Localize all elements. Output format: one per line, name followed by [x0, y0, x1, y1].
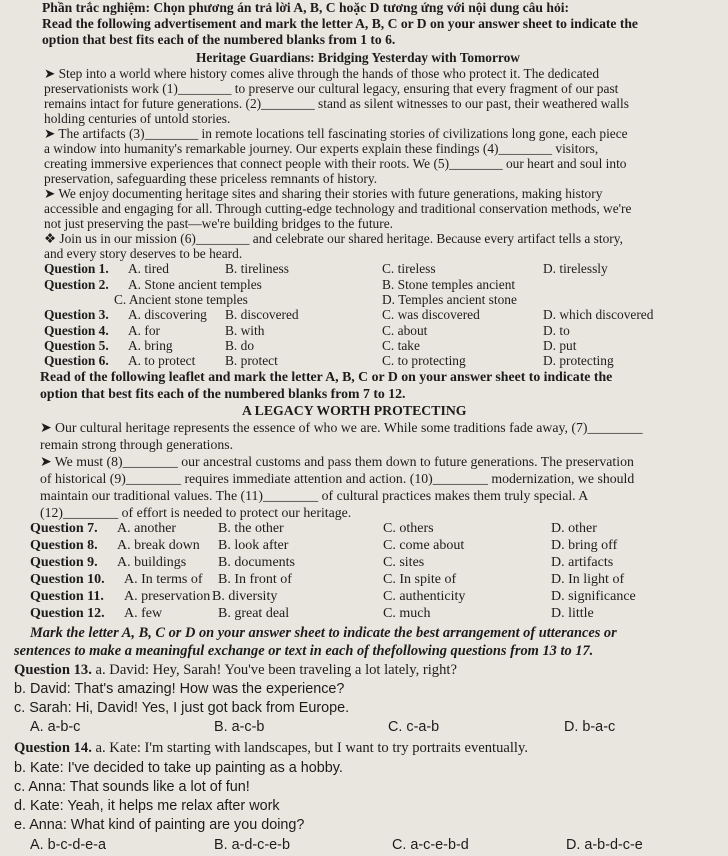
- option-b[interactable]: B. a-c-b: [214, 719, 265, 735]
- option-c[interactable]: C. was discovered: [382, 307, 480, 322]
- option-d[interactable]: D. put: [543, 338, 577, 353]
- option-c[interactable]: C. a-c-e-b-d: [392, 837, 469, 853]
- ad-paragraph-line: accessible and engaging for all. Through cutting-edge technology and traditional conservation methods, we're: [44, 201, 632, 216]
- question-label: Question 14.: [14, 740, 92, 756]
- question-label: Question 11.: [30, 589, 104, 604]
- option-a[interactable]: A. to protect: [128, 353, 196, 368]
- option-c[interactable]: C. about: [382, 323, 428, 338]
- leaflet-line: ➤ Our cultural heritage represents the essence of who we are. While some traditions fade away, (7)________: [40, 420, 643, 435]
- option-d[interactable]: D. artifacts: [551, 555, 614, 570]
- utterance-c: c. Sarah: Hi, David! Yes, I just got back from Europe.: [14, 700, 350, 716]
- option-b[interactable]: B. a-d-c-e-b: [214, 837, 290, 853]
- option-b[interactable]: B. In front of: [218, 572, 292, 587]
- option-d[interactable]: D. which discovered: [543, 307, 654, 322]
- option-c[interactable]: C. much: [383, 606, 431, 621]
- option-d[interactable]: D. Temples ancient stone: [382, 292, 517, 307]
- option-d[interactable]: D. protecting: [543, 353, 614, 368]
- question-label: Question 2.: [44, 277, 109, 292]
- option-c[interactable]: C. authenticity: [383, 589, 466, 604]
- option-d[interactable]: D. other: [551, 521, 597, 536]
- option-b[interactable]: B. diversity: [212, 589, 278, 604]
- leaflet-instruction: option that best fits each of the numbered blanks from 7 to 12.: [40, 386, 406, 401]
- option-d[interactable]: D. little: [551, 606, 594, 621]
- leaflet-line: ➤ We must (8)________ our ancestral customs and pass them down to future generations. The preservation: [40, 454, 634, 469]
- question-label: Question 5.: [44, 338, 109, 353]
- option-a[interactable]: A. a-b-c: [30, 719, 81, 735]
- question-label: Question 13.: [14, 662, 92, 678]
- option-b[interactable]: B. documents: [218, 555, 295, 570]
- option-b[interactable]: B. do: [225, 338, 255, 353]
- question-label: Question 6.: [44, 353, 109, 368]
- option-c[interactable]: C. In spite of: [383, 572, 457, 587]
- ad-paragraph-line: preservationists work (1)________ to preserve our cultural legacy, ensuring that every fragment of our past: [44, 81, 619, 96]
- arrangement-instruction: Mark the letter A, B, C or D on your answer sheet to indicate the best arrangement of utterances or: [30, 625, 617, 641]
- instruction-line: option that best fits each of the numbered blanks from 1 to 6.: [42, 32, 396, 47]
- question-label: Question 12.: [30, 606, 105, 621]
- option-b[interactable]: B. Stone temples ancient: [382, 277, 516, 292]
- option-b[interactable]: B. great deal: [218, 606, 290, 621]
- leaflet-line: remain strong through generations.: [40, 437, 234, 452]
- option-a[interactable]: A. few: [124, 606, 163, 621]
- option-d[interactable]: D. to: [543, 323, 570, 338]
- instruction-line: Read the following advertisement and mark the letter A, B, C or D on your answer sheet to indicate the: [42, 16, 638, 31]
- question-label: Question 10.: [30, 572, 105, 587]
- option-a[interactable]: A. buildings: [117, 555, 187, 570]
- leaflet-title: A LEGACY WORTH PROTECTING: [242, 403, 467, 418]
- ad-paragraph-line: not just preserving the past—we're building bridges to the future.: [44, 216, 394, 231]
- option-a[interactable]: A. preservation: [124, 589, 211, 604]
- ad-paragraph-line: ❖ Join us in our mission (6)________ and celebrate our shared heritage. Because every artifact tells a story,: [44, 231, 623, 246]
- question-label: Question 7.: [30, 521, 98, 536]
- option-b[interactable]: B. discovered: [225, 307, 299, 322]
- ad-paragraph-line: a window into humanity's remarkable journey. Our experts explain these findings (4)________ visitors,: [44, 141, 599, 156]
- option-c[interactable]: C. Ancient stone temples: [114, 292, 248, 307]
- ad-paragraph-line: holding centuries of untold stories.: [44, 111, 231, 126]
- arrangement-instruction: sentences to make a meaningful exchange or text in each of thefollowing questions from 13 to 17.: [14, 643, 594, 659]
- question-14: [14, 739, 528, 757]
- option-d[interactable]: D. b-a-c: [564, 719, 616, 735]
- utterance-e: e. Anna: What kind of painting are you doing?: [14, 817, 305, 833]
- option-c[interactable]: C. take: [382, 338, 420, 353]
- option-c[interactable]: C. others: [383, 521, 434, 536]
- ad-paragraph-line: and every story deserves to be heard.: [44, 246, 243, 261]
- option-b[interactable]: B. look after: [218, 538, 289, 553]
- option-d[interactable]: D. a-b-d-c-e: [566, 837, 643, 853]
- option-d[interactable]: D. bring off: [551, 538, 618, 553]
- leaflet-line: (12)________ of effort is needed to protect our heritage.: [40, 505, 352, 520]
- option-c[interactable]: C. come about: [383, 538, 465, 553]
- leaflet-instruction: Read of the following leaflet and mark the letter A, B, C or D on your answer sheet to indicate the: [40, 369, 613, 384]
- question-label: Question 4.: [44, 323, 109, 338]
- option-a[interactable]: A. tired: [128, 261, 169, 276]
- utterance-b: b. David: That's amazing! How was the experience?: [14, 681, 345, 697]
- option-b[interactable]: B. tireliness: [225, 261, 289, 276]
- option-d[interactable]: D. significance: [551, 589, 636, 604]
- utterance-c: c. Anna: That sounds like a lot of fun!: [14, 779, 250, 795]
- utterance-a: a. Kate: I'm starting with landscapes, but I want to try portraits eventually.: [95, 740, 528, 756]
- question-13: [14, 661, 457, 679]
- utterance-a: a. David: Hey, Sarah! You've been traveling a lot lately, right?: [95, 662, 457, 678]
- option-c[interactable]: C. sites: [383, 555, 425, 570]
- option-c[interactable]: C. tireless: [382, 261, 436, 276]
- option-a[interactable]: A. break down: [117, 538, 200, 553]
- question-label: Question 9.: [30, 555, 98, 570]
- ad-paragraph-line: remains intact for future generations. (2)________ stand as silent witnesses to our past, their weathered walls: [44, 96, 629, 111]
- utterance-d: d. Kate: Yeah, it helps me relax after work: [14, 798, 280, 814]
- option-a[interactable]: A. In terms of: [124, 572, 203, 587]
- ad-paragraph-line: ➤ We enjoy documenting heritage sites and sharing their stories with future generations, making history: [44, 186, 603, 201]
- option-a[interactable]: A. another: [117, 521, 177, 536]
- leaflet-line: maintain our traditional values. The (11)________ of cultural practices makes them truly special. A: [40, 488, 589, 503]
- option-b[interactable]: B. with: [225, 323, 265, 338]
- option-c[interactable]: C. c-a-b: [388, 719, 440, 735]
- option-b[interactable]: B. protect: [225, 353, 278, 368]
- ad-paragraph-line: ➤ Step into a world where history comes alive through the hands of those who protect it. The dedicated: [44, 66, 600, 81]
- option-b[interactable]: B. the other: [218, 521, 284, 536]
- question-label: Question 3.: [44, 307, 109, 322]
- option-a[interactable]: A. discovering: [128, 307, 207, 322]
- question-label: Question 8.: [30, 538, 98, 553]
- instruction-vietnamese: Phần trắc nghiệm: Chọn phương án trả lời A, B, C hoặc D tương ứng với nội dung câu hỏi:: [42, 0, 570, 15]
- question-label: Question 1.: [44, 261, 109, 276]
- advertisement-title: Heritage Guardians: Bridging Yesterday with Tomorrow: [196, 50, 520, 65]
- option-c[interactable]: C. to protecting: [382, 353, 466, 368]
- ad-paragraph-line: creating immersive experiences that connect people with their roots. We (5)________ our heart and soul into: [44, 156, 627, 171]
- option-d[interactable]: D. In light of: [551, 572, 625, 587]
- option-a[interactable]: A. for: [128, 323, 160, 338]
- utterance-b: b. Kate: I've decided to take up painting as a hobby.: [14, 760, 343, 776]
- leaflet-line: of historical (9)________ requires immediate attention and action. (10)________ modernization, we should: [40, 471, 635, 486]
- option-a[interactable]: A. bring: [128, 338, 173, 353]
- option-d[interactable]: D. tirelessly: [543, 261, 608, 276]
- option-a[interactable]: A. Stone ancient temples: [128, 277, 262, 292]
- ad-paragraph-line: preservation, safeguarding these priceless remnants of history.: [44, 171, 378, 186]
- ad-paragraph-line: ➤ The artifacts (3)________ in remote locations tell fascinating stories of civilizations long gone, each piece: [44, 126, 628, 141]
- option-a[interactable]: A. b-c-d-e-a: [30, 837, 106, 853]
